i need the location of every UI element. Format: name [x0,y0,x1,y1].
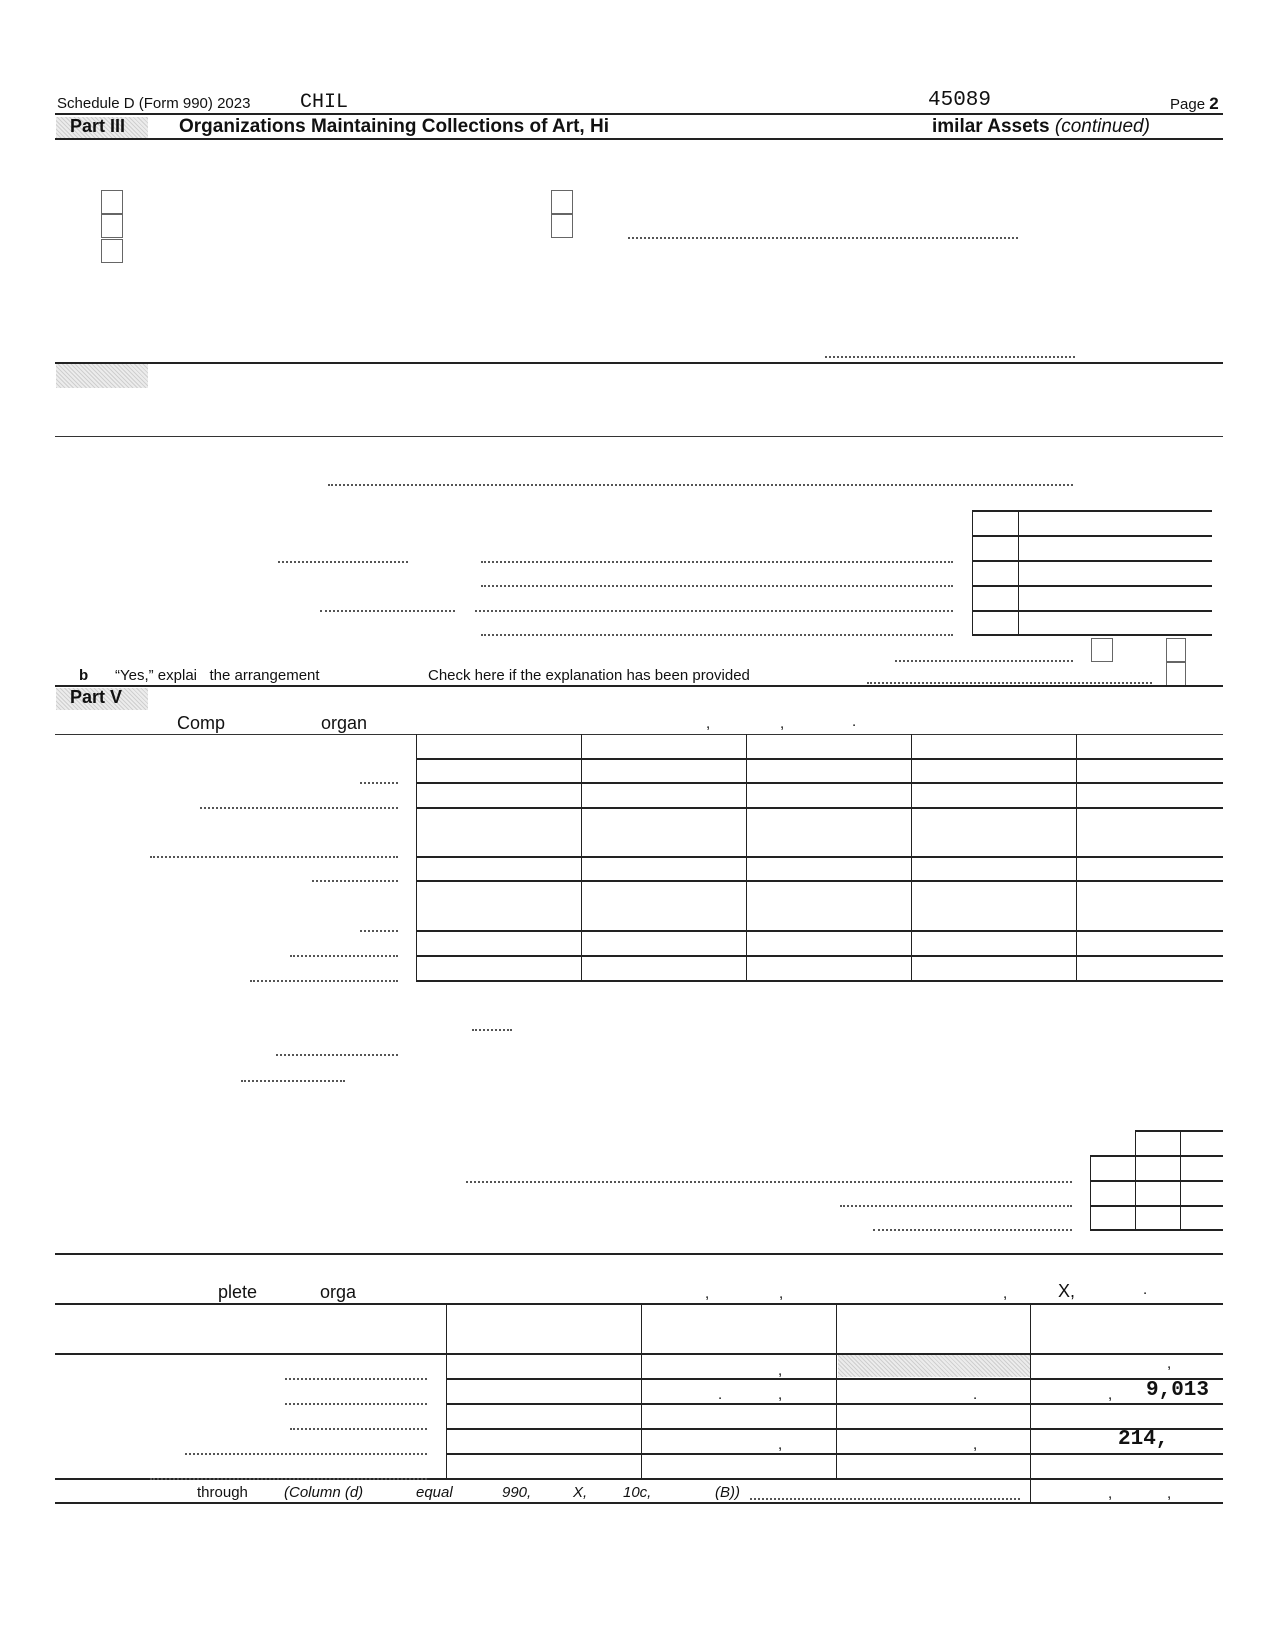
leader-dots [840,1205,1072,1207]
table6-mark: , [1108,1386,1113,1403]
part6-line-x: X, [1058,1281,1076,1301]
part3-title-right-text: imilar Assets [932,116,1050,137]
ein-value: 45089 [928,89,992,112]
leader-dots [150,1478,427,1480]
leader-dots [867,682,1152,684]
table6-row-line [446,1428,1223,1430]
table4-row-line [972,585,1212,587]
leader-dots [278,561,408,563]
table4-row-line [972,535,1212,537]
part6-top-rule [55,1253,1223,1255]
table6-mark: , [973,1436,978,1453]
table6-mark: , [778,1436,783,1453]
total-label-part: equal [416,1484,453,1501]
part3-title-continued: (continued) [1054,116,1150,137]
table5-col-line [746,734,747,982]
leader-dots [895,660,1073,662]
part5-header-rule [55,734,1223,735]
part5-line1-mark: , [706,715,711,732]
part3-title-rule [55,138,1223,140]
checkbox-3b-2[interactable] [551,214,573,238]
leader-dots [873,1229,1072,1231]
table5-col-line [416,734,417,982]
part3-label: Part III [70,116,126,136]
table6-bottom-rule [55,1502,1223,1504]
part6-line-left: plete [218,1282,258,1302]
table5-row-line [416,782,1223,784]
table6-row-line [446,1453,1223,1455]
table6-value-9013: 9,013 [1146,1379,1210,1402]
table5-col-line [1076,734,1077,982]
leader-dots [481,561,953,563]
leader-dots [312,880,398,882]
leader-dots [241,1080,345,1082]
table5b-row-line [1090,1229,1223,1231]
table6-row-line [446,1378,1223,1380]
page-word: Page [1170,96,1206,113]
part5-line1-mark: . [852,713,857,730]
table5b-row-line [1090,1180,1223,1182]
total-label-part: X, [573,1484,588,1501]
line-b-letter: b [79,667,89,684]
checkbox-3a-3[interactable] [101,239,123,263]
table6-mark: . [973,1386,978,1403]
page-label [1170,94,1219,114]
table5-row-line [416,807,1223,809]
form-name: Schedule D (Form 990) 2023 [57,95,251,112]
checkbox-3b-1[interactable] [551,190,573,214]
header-rule [55,113,1223,115]
table5-row-line [416,758,1223,760]
table6-row-line [446,1403,1223,1405]
table4-row-line [972,510,1212,512]
table6-row-line [55,1353,1223,1355]
leader-dots [481,634,953,636]
table6-mark: , [778,1386,783,1403]
part3-title-right [932,116,1150,138]
page-number: 2 [1209,94,1219,113]
leader-dots [285,1403,427,1405]
part6-header-rule [55,1303,1223,1305]
table5-row-line [416,880,1223,882]
leader-dots [628,237,1018,239]
table6-shaded-cell [838,1355,1030,1377]
part4-header-rule [55,436,1223,437]
part5-line1-mark: , [780,715,785,732]
organization-name: CHIL [300,91,349,114]
part5-line1-mid: organ [321,713,368,733]
part6-line-mid: orga [320,1282,357,1302]
table6-mark: . [718,1386,723,1403]
table6-col-line [446,1303,447,1478]
part5-top-rule [55,685,1223,687]
leader-dots [285,1378,427,1380]
table4-row-line [972,560,1212,562]
leader-dots [825,356,1075,358]
total-label-part: through [197,1484,248,1501]
table5-col-line [911,734,912,982]
table4-col-divider [1018,510,1019,635]
total-mark: , [1167,1485,1172,1502]
line-b-check-text: Check here if the explanation has been provided [428,667,750,684]
leader-dots [276,1054,398,1056]
part6-line-mark: , [779,1285,784,1302]
total-label-part: 10c, [623,1484,652,1501]
table5b-row-line [1090,1155,1223,1157]
table5-row-line [416,856,1223,858]
part6-line-dot: . [1143,1281,1148,1298]
leader-dots [481,585,953,587]
line-b-text: “Yes,” explai the arrangement [115,667,320,684]
leader-dots [360,930,398,932]
table5b-col-line [1090,1155,1091,1230]
table5-row-line [416,955,1223,957]
table6-value-214: 214, [1118,1428,1169,1451]
leader-dots [475,610,953,612]
part6-line-mark: , [705,1285,710,1302]
leader-dots [328,484,1073,486]
leader-dots [466,1181,1072,1183]
total-label-part: 990, [502,1484,532,1501]
checkbox-3a-2[interactable] [101,214,123,238]
leader-dots [290,955,398,957]
leader-dots [200,807,398,809]
part5-line1-left: Comp [177,713,226,733]
part3-title-left: Organizations Maintaining Collections of Art, Hi [179,116,609,137]
leader-dots [320,610,455,612]
leader-dots [250,980,398,982]
leader-dots [472,1029,512,1031]
table6-col-line [836,1303,837,1478]
table4-row-line [972,610,1212,612]
table5-row-line [416,980,1223,982]
table5-col-line [581,734,582,982]
table4-left-border [972,510,973,635]
checkbox-4b-explanation[interactable] [1091,638,1113,662]
total-label-part: (Column (d) [284,1484,364,1501]
total-label-part: (B)) [715,1484,740,1501]
part4-label-shade [56,364,148,388]
table6-col-line [641,1303,642,1478]
part5-label: Part V [70,687,123,707]
leader-dots [750,1498,1020,1500]
part6-line-mark: , [1003,1285,1008,1302]
leader-dots [360,782,398,784]
checkbox-3a-1[interactable] [101,190,123,214]
table5-row-line [416,930,1223,932]
table6-mark: , [1167,1355,1172,1372]
checkbox-4b-no[interactable] [1166,662,1186,686]
part4-top-rule [55,362,1223,364]
checkbox-4b-yes[interactable] [1166,638,1186,662]
leader-dots [150,856,398,858]
leader-dots [185,1453,427,1455]
table4-row-line [972,634,1212,636]
table5b-row-line [1090,1205,1223,1207]
total-mark: , [1108,1485,1113,1502]
table6-mark: , [778,1362,783,1379]
leader-dots [290,1428,427,1430]
table5b-row-line [1135,1130,1223,1132]
